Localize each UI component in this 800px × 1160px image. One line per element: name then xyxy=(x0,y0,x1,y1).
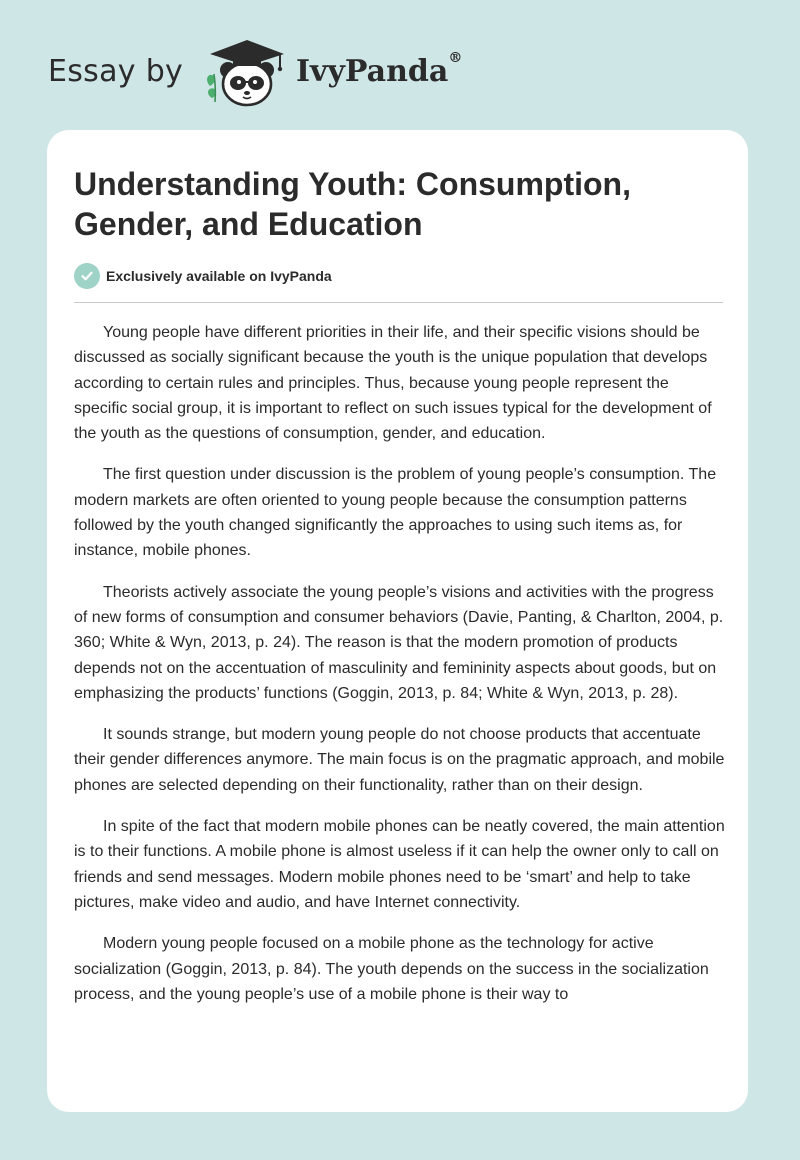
brand-name-text: IvyPanda xyxy=(296,54,449,89)
panda-logo-icon xyxy=(202,36,292,108)
registered-mark: ® xyxy=(448,50,463,66)
divider xyxy=(74,302,723,303)
check-icon xyxy=(74,263,100,289)
paragraph: In spite of the fact that modern mobile phones can be neatly covered, the main attention is to their functions. A mobile phone is almost useless if it can help the owner only to call on friends and send messages. Modern mobile phones need to be ‘smart’ and help to take pictures, make video and audio, and have Internet connectivity. xyxy=(74,818,725,911)
essay-title: Understanding Youth: Consumption, Gender, and Education xyxy=(74,166,631,242)
paragraph: The first question under discussion is the problem of young people’s consumption. The modern markets are often oriented to young people because the consumption patterns followed by the youth changed significantly the approaches to using such items as, for instance, mobile phones. xyxy=(74,466,717,560)
exclusive-label: Exclusively available on IvyPanda xyxy=(106,268,332,284)
paragraph: It sounds strange, but modern young people do not choose products that accentuate their gender differences anymore. The main focus is on the pragmatic approach, and mobile phones are selected depending on their functionality, rather than on their design. xyxy=(74,726,725,794)
paragraph: Modern young people focused on a mobile phone as the technology for active socialization (Goggin, 2013, p. 84). The youth depends on the success in the socialization process, and the young people’s use of a mobile phone is their way to xyxy=(74,935,709,1003)
ivypanda-wordmark xyxy=(296,50,463,89)
essay-by-label: Essay by xyxy=(48,54,184,89)
site-header xyxy=(48,36,748,116)
paragraph: Young people have different priorities in their life, and their specific visions should be discussed as socially significant because the youth is the unique population that develops according to certain rules and principles. Thus, because young people represent the specific social group, it is important to reflect on such issues typical for the development of the youth as the questions of consumption, gender, and education. xyxy=(74,324,712,443)
essay-body xyxy=(74,320,726,1023)
exclusive-availability xyxy=(74,262,332,290)
paragraph: Theorists actively associate the young people’s visions and activities with the progress of new forms of consumption and consumer behaviors (Davie, Panting, & Charlton, 2004, p. 360; White & Wyn, 2013, p. 24). The reason is that the modern promotion of products depends not on the accentuation of masculinity and femininity aspects about goods, but on emphasizing the products’ functions (Goggin, 2013, p. 84; White & Wyn, 2013, p. 28). xyxy=(74,583,724,702)
essay-card xyxy=(47,130,748,1112)
